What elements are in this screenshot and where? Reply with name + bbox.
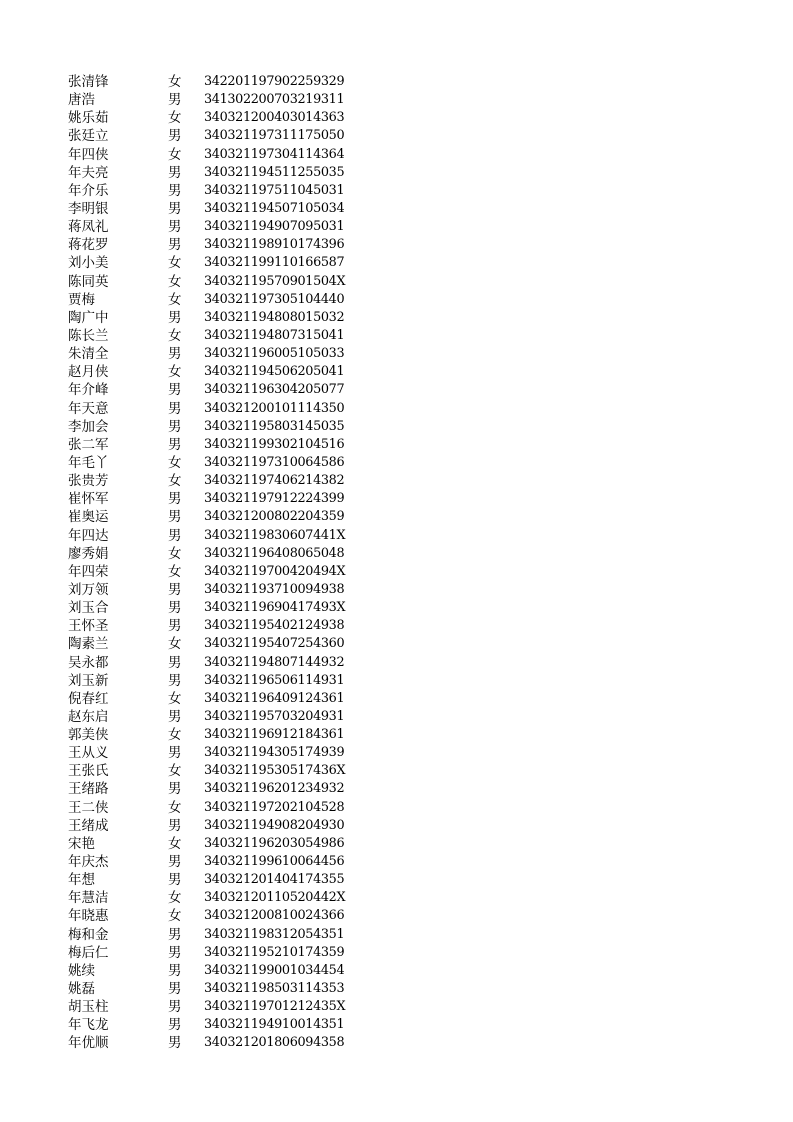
person-name: 宋艳 bbox=[68, 835, 95, 852]
person-gender: 女 bbox=[168, 327, 182, 344]
person-gender: 女 bbox=[168, 763, 182, 780]
person-name: 王从义 bbox=[68, 745, 109, 762]
person-gender: 男 bbox=[168, 346, 182, 363]
list-row bbox=[0, 1034, 793, 1052]
person-name: 王张氏 bbox=[68, 763, 109, 780]
person-gender: 男 bbox=[168, 618, 182, 635]
list-row bbox=[0, 1016, 793, 1034]
person-name: 年晓惠 bbox=[68, 908, 109, 925]
list-row bbox=[0, 200, 793, 218]
person-id-number: 340321196912184361 bbox=[204, 727, 345, 743]
person-gender: 男 bbox=[168, 92, 182, 109]
person-gender: 男 bbox=[168, 708, 182, 725]
list-row bbox=[0, 490, 793, 508]
person-id-number: 340321194807315041 bbox=[204, 327, 345, 343]
person-name: 年庆杰 bbox=[68, 854, 109, 871]
person-list bbox=[0, 73, 793, 1053]
person-id-number: 340321199302104516 bbox=[204, 436, 345, 452]
person-gender: 女 bbox=[168, 364, 182, 381]
person-id-number: 340321200403014363 bbox=[204, 110, 345, 126]
person-gender: 男 bbox=[168, 219, 182, 236]
list-row bbox=[0, 109, 793, 127]
person-id-number: 340321194807144932 bbox=[204, 654, 345, 670]
list-row bbox=[0, 545, 793, 563]
person-id-number: 340321196005105033 bbox=[204, 346, 345, 362]
person-name: 蒋花罗 bbox=[68, 237, 109, 254]
list-row bbox=[0, 236, 793, 254]
person-name: 刘玉合 bbox=[68, 600, 109, 617]
person-gender: 男 bbox=[168, 817, 182, 834]
list-row bbox=[0, 853, 793, 871]
person-name: 年想 bbox=[68, 872, 95, 889]
person-gender: 女 bbox=[168, 835, 182, 852]
list-row bbox=[0, 962, 793, 980]
person-name: 陶广中 bbox=[68, 309, 109, 326]
person-name: 蒋凤礼 bbox=[68, 219, 109, 236]
person-name: 张贵芳 bbox=[68, 473, 109, 490]
person-id-number: 340321194907095031 bbox=[204, 219, 345, 235]
person-id-number: 340321197511045031 bbox=[204, 182, 345, 198]
person-id-number: 340321200810024366 bbox=[204, 908, 345, 924]
list-row bbox=[0, 799, 793, 817]
person-gender: 男 bbox=[168, 745, 182, 762]
person-gender: 男 bbox=[168, 527, 182, 544]
person-name: 姚续 bbox=[68, 962, 95, 979]
list-row bbox=[0, 254, 793, 272]
person-id-number: 340321197311175050 bbox=[204, 128, 345, 144]
person-id-number: 340321194908204930 bbox=[204, 817, 345, 833]
person-id-number: 340321199610064456 bbox=[204, 854, 345, 870]
person-gender: 男 bbox=[168, 1035, 182, 1052]
person-gender: 男 bbox=[168, 436, 182, 453]
list-row bbox=[0, 581, 793, 599]
person-id-number: 340321197305104440 bbox=[204, 291, 345, 307]
person-name: 年介乐 bbox=[68, 182, 109, 199]
person-name: 张廷立 bbox=[68, 128, 109, 145]
person-gender: 男 bbox=[168, 944, 182, 961]
person-id-number: 340321197304114364 bbox=[204, 146, 345, 162]
person-name: 年优顺 bbox=[68, 1035, 109, 1052]
list-row bbox=[0, 944, 793, 962]
list-row bbox=[0, 563, 793, 581]
list-row bbox=[0, 527, 793, 545]
person-id-number: 340321197310064586 bbox=[204, 454, 345, 470]
person-gender: 男 bbox=[168, 981, 182, 998]
person-id-number: 340321198503114353 bbox=[204, 981, 345, 997]
list-row bbox=[0, 889, 793, 907]
person-name: 姚乐茹 bbox=[68, 110, 109, 127]
person-id-number: 340321195407254360 bbox=[204, 636, 345, 652]
person-gender: 男 bbox=[168, 309, 182, 326]
list-row bbox=[0, 672, 793, 690]
person-gender: 女 bbox=[168, 291, 182, 308]
person-name: 王怀圣 bbox=[68, 618, 109, 635]
person-name: 年夫亮 bbox=[68, 164, 109, 181]
person-id-number: 340321195210174359 bbox=[204, 944, 345, 960]
person-gender: 女 bbox=[168, 563, 182, 580]
list-row bbox=[0, 218, 793, 236]
person-id-number: 340321201806094358 bbox=[204, 1035, 345, 1051]
person-name: 李明银 bbox=[68, 200, 109, 217]
person-gender: 女 bbox=[168, 727, 182, 744]
person-gender: 男 bbox=[168, 491, 182, 508]
person-name: 年毛丫 bbox=[68, 454, 109, 471]
person-gender: 男 bbox=[168, 854, 182, 871]
person-id-number: 340321195402124938 bbox=[204, 618, 345, 634]
person-id-number: 340321195703204931 bbox=[204, 708, 345, 724]
list-row bbox=[0, 744, 793, 762]
person-name: 刘玉新 bbox=[68, 672, 109, 689]
person-gender: 男 bbox=[168, 962, 182, 979]
list-row bbox=[0, 345, 793, 363]
person-gender: 男 bbox=[168, 200, 182, 217]
person-gender: 女 bbox=[168, 908, 182, 925]
person-name: 年介峰 bbox=[68, 382, 109, 399]
person-id-number: 340321196304205077 bbox=[204, 382, 345, 398]
person-id-number: 340321197912224399 bbox=[204, 491, 345, 507]
person-name: 赵月侠 bbox=[68, 364, 109, 381]
person-gender: 男 bbox=[168, 600, 182, 617]
person-gender: 女 bbox=[168, 545, 182, 562]
person-id-number: 340321195803145035 bbox=[204, 418, 345, 434]
person-gender: 男 bbox=[168, 654, 182, 671]
person-id-number: 340321196408065048 bbox=[204, 545, 345, 561]
list-row bbox=[0, 291, 793, 309]
person-gender: 女 bbox=[168, 146, 182, 163]
person-gender: 女 bbox=[168, 890, 182, 907]
person-id-number: 340321196201234932 bbox=[204, 781, 345, 797]
person-gender: 男 bbox=[168, 400, 182, 417]
list-row bbox=[0, 418, 793, 436]
person-gender: 男 bbox=[168, 509, 182, 526]
person-name: 胡玉柱 bbox=[68, 999, 109, 1016]
person-name: 崔怀军 bbox=[68, 491, 109, 508]
list-row bbox=[0, 273, 793, 291]
list-row bbox=[0, 363, 793, 381]
person-id-number: 340321197202104528 bbox=[204, 799, 345, 815]
person-name: 朱清全 bbox=[68, 346, 109, 363]
person-name: 陶素兰 bbox=[68, 636, 109, 653]
person-id-number: 340321200101114350 bbox=[204, 400, 345, 416]
person-name: 吴永都 bbox=[68, 654, 109, 671]
person-gender: 男 bbox=[168, 182, 182, 199]
person-id-number: 340321199110166587 bbox=[204, 255, 345, 271]
person-id-number: 34032119701212435X bbox=[204, 999, 346, 1015]
person-id-number: 34032119700420494X bbox=[204, 563, 346, 579]
person-gender: 女 bbox=[168, 473, 182, 490]
person-gender: 男 bbox=[168, 418, 182, 435]
person-name: 唐浩 bbox=[68, 92, 95, 109]
person-gender: 男 bbox=[168, 581, 182, 598]
person-id-number: 340321196409124361 bbox=[204, 690, 345, 706]
person-gender: 男 bbox=[168, 237, 182, 254]
person-id-number: 340321198312054351 bbox=[204, 926, 345, 942]
person-gender: 女 bbox=[168, 690, 182, 707]
list-row bbox=[0, 871, 793, 889]
person-id-number: 340321194305174939 bbox=[204, 745, 345, 761]
list-row bbox=[0, 164, 793, 182]
person-name: 年四侠 bbox=[68, 146, 109, 163]
person-gender: 女 bbox=[168, 255, 182, 272]
list-row bbox=[0, 73, 793, 91]
person-name: 王绪成 bbox=[68, 817, 109, 834]
person-gender: 男 bbox=[168, 872, 182, 889]
person-gender: 男 bbox=[168, 999, 182, 1016]
person-id-number: 342201197902259329 bbox=[204, 74, 345, 89]
person-name: 张二军 bbox=[68, 436, 109, 453]
list-row bbox=[0, 690, 793, 708]
person-gender: 女 bbox=[168, 799, 182, 816]
person-name: 陈长兰 bbox=[68, 327, 109, 344]
list-row bbox=[0, 726, 793, 744]
person-name: 倪春红 bbox=[68, 690, 109, 707]
list-row bbox=[0, 327, 793, 345]
person-gender: 男 bbox=[168, 672, 182, 689]
person-name: 梅后仁 bbox=[68, 944, 109, 961]
list-row bbox=[0, 835, 793, 853]
person-id-number: 34032119570901504X bbox=[204, 273, 346, 289]
list-row bbox=[0, 436, 793, 454]
person-name: 年飞龙 bbox=[68, 1017, 109, 1034]
person-name: 梅和金 bbox=[68, 926, 109, 943]
list-row bbox=[0, 400, 793, 418]
person-id-number: 340321196506114931 bbox=[204, 672, 345, 688]
list-row bbox=[0, 599, 793, 617]
list-row bbox=[0, 926, 793, 944]
person-gender: 男 bbox=[168, 128, 182, 145]
person-gender: 男 bbox=[168, 926, 182, 943]
list-row bbox=[0, 708, 793, 726]
person-gender: 男 bbox=[168, 164, 182, 181]
person-name: 赵东启 bbox=[68, 708, 109, 725]
list-row bbox=[0, 998, 793, 1016]
person-id-number: 340321198910174396 bbox=[204, 237, 345, 253]
person-gender: 女 bbox=[168, 454, 182, 471]
person-gender: 女 bbox=[168, 636, 182, 653]
person-id-number: 340321194808015032 bbox=[204, 309, 345, 325]
person-id-number: 340321193710094938 bbox=[204, 581, 345, 597]
person-gender: 女 bbox=[168, 74, 182, 90]
list-row bbox=[0, 146, 793, 164]
person-gender: 男 bbox=[168, 382, 182, 399]
person-id-number: 340321194507105034 bbox=[204, 200, 345, 216]
person-gender: 男 bbox=[168, 781, 182, 798]
person-id-number: 34032120110520442X bbox=[204, 890, 346, 906]
person-name: 年四达 bbox=[68, 527, 109, 544]
person-name: 贾梅 bbox=[68, 291, 95, 308]
list-row bbox=[0, 454, 793, 472]
list-row bbox=[0, 907, 793, 925]
person-name: 年天意 bbox=[68, 400, 109, 417]
list-row bbox=[0, 617, 793, 635]
person-name: 王绪路 bbox=[68, 781, 109, 798]
list-row bbox=[0, 472, 793, 490]
person-name: 年四荣 bbox=[68, 563, 109, 580]
person-id-number: 34032119830607441X bbox=[204, 527, 346, 543]
person-name: 廖秀娟 bbox=[68, 545, 109, 562]
person-id-number: 340321199001034454 bbox=[204, 962, 345, 978]
person-name: 陈同英 bbox=[68, 273, 109, 290]
list-row bbox=[0, 780, 793, 798]
person-id-number: 340321196203054986 bbox=[204, 835, 345, 851]
person-name: 李加会 bbox=[68, 418, 109, 435]
list-row bbox=[0, 508, 793, 526]
person-gender: 女 bbox=[168, 110, 182, 127]
person-gender: 女 bbox=[168, 273, 182, 290]
list-row bbox=[0, 762, 793, 780]
person-id-number: 341302200703219311 bbox=[204, 92, 345, 108]
person-id-number: 340321194511255035 bbox=[204, 164, 345, 180]
list-row bbox=[0, 980, 793, 998]
person-gender: 男 bbox=[168, 1017, 182, 1034]
list-row bbox=[0, 309, 793, 327]
person-id-number: 340321201404174355 bbox=[204, 872, 345, 888]
person-name: 郭美侠 bbox=[68, 727, 109, 744]
list-row bbox=[0, 182, 793, 200]
list-row bbox=[0, 635, 793, 653]
list-row bbox=[0, 817, 793, 835]
person-name: 刘万领 bbox=[68, 581, 109, 598]
list-row bbox=[0, 91, 793, 109]
person-id-number: 34032119690417493X bbox=[204, 600, 346, 616]
person-id-number: 340321194506205041 bbox=[204, 364, 345, 380]
person-name: 年慧洁 bbox=[68, 890, 109, 907]
person-id-number: 340321197406214382 bbox=[204, 473, 345, 489]
list-row bbox=[0, 127, 793, 145]
person-name: 张清锋 bbox=[68, 74, 109, 90]
list-row bbox=[0, 654, 793, 672]
person-id-number: 340321200802204359 bbox=[204, 509, 345, 525]
person-id-number: 340321194910014351 bbox=[204, 1017, 345, 1033]
person-name: 姚磊 bbox=[68, 981, 95, 998]
list-row bbox=[0, 381, 793, 399]
person-name: 王二侠 bbox=[68, 799, 109, 816]
person-name: 崔奥运 bbox=[68, 509, 109, 526]
person-name: 刘小美 bbox=[68, 255, 109, 272]
person-id-number: 34032119530517436X bbox=[204, 763, 346, 779]
